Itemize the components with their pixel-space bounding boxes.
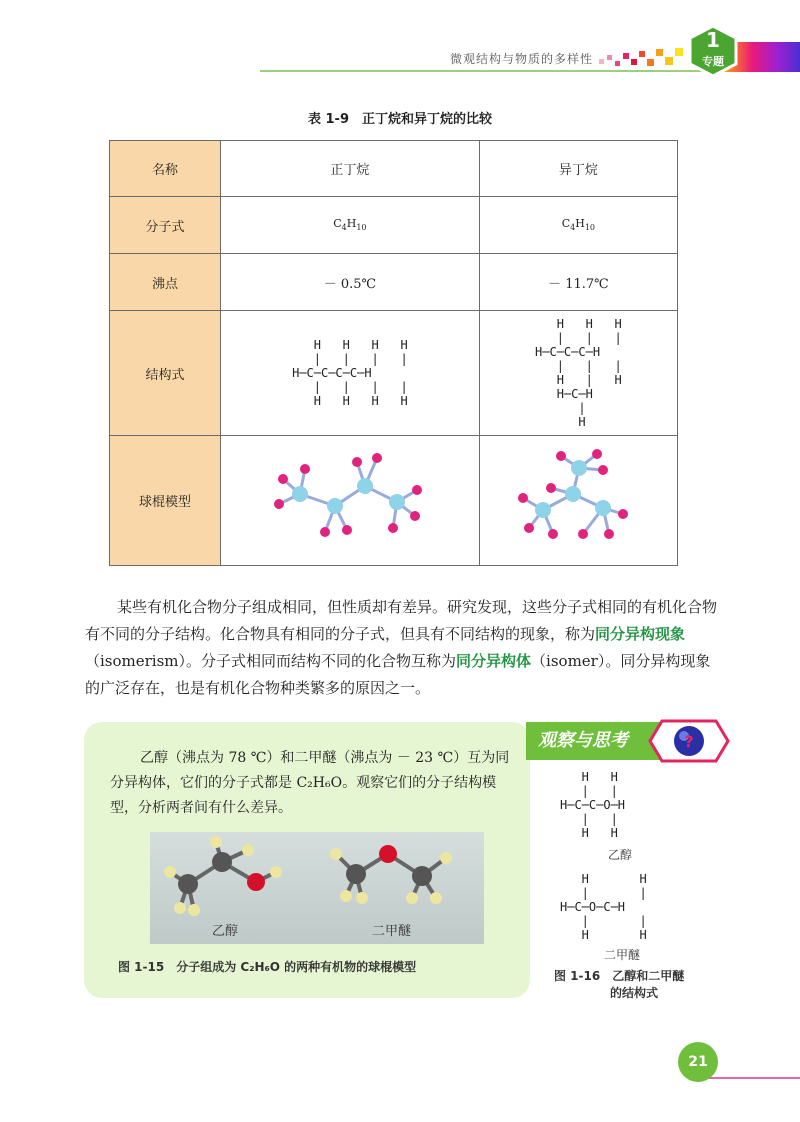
cell-isobutane-model: [479, 436, 677, 566]
observe-banner: 观察与思考: [526, 722, 676, 760]
term-isomerism: 同分异构现象: [595, 625, 686, 643]
row-label-model: 球棍模型: [110, 436, 221, 566]
figure-1-16-caption-line: 图 1-16 乙醇和二甲醚: [554, 969, 685, 983]
formula-sub: 4: [570, 223, 576, 233]
table-row: [110, 254, 678, 311]
paragraph-text: 某些有机化合物分子组成相同，但性质却有差异。研究发现，这些分子式相同的有机化合物有不同的分子结构。化合物具有相同的分子式，但具有不同结构的现象，称为: [85, 598, 718, 643]
ether-label: 二甲醚: [604, 948, 641, 962]
formula-c: C: [561, 217, 571, 231]
isobutane-ball-stick-model: [513, 444, 643, 554]
cell-isobutane-boiling: － 11.7℃: [479, 254, 677, 311]
header-title: 微观结构与物质的多样性: [450, 52, 594, 66]
row-label-structure: 结构式: [110, 311, 221, 436]
cell-n-butane-name: 正丁烷: [221, 141, 480, 197]
row-label-name: 名称: [110, 141, 221, 197]
cell-isobutane-formula: [479, 197, 677, 254]
cell-n-butane-boiling: － 0.5℃: [221, 254, 480, 311]
footer-rule: [700, 1077, 800, 1079]
term-isomer: 同分异构体: [456, 652, 532, 670]
table-row: [110, 197, 678, 254]
body-paragraph: [85, 594, 725, 702]
table-row: [110, 436, 678, 566]
row-label-boiling: 沸点: [110, 254, 221, 311]
observe-text: 乙醇（沸点为 78 ℃）和二甲醚（沸点为 － 23 ℃）互为同分异构体，它们的分子式都是 C₂H₆O。观察它们的分子结构模型，分析两者间有什么差异。: [110, 750, 510, 816]
badge-label: 专题: [702, 55, 724, 68]
cell-n-butane-formula: [221, 197, 480, 254]
photo-label-ether: 二甲醚: [372, 924, 412, 939]
formula-sub: 10: [356, 223, 367, 233]
molecule-photo: [150, 832, 484, 944]
comparison-table: [109, 140, 678, 566]
figure-1-16-caption-line: 的结构式: [610, 986, 659, 1000]
ethanol-ether-model-image: [150, 832, 484, 944]
formula-sub: 10: [584, 223, 596, 233]
figure-1-15-caption: 图 1-15 分子组成为 C₂H₆O 的两种有机物的球棍模型: [118, 960, 417, 974]
isobutane-structural-formula: H H H | | | H─C─C─C─H | | | H | H H─C─H | H: [535, 316, 622, 429]
page-number: 21: [678, 1042, 718, 1082]
cell-n-butane-structure: [221, 311, 480, 436]
header-dots-decoration: [595, 45, 685, 71]
formula-c: C: [333, 217, 342, 231]
figure-1-16-caption: [554, 968, 684, 1002]
badge-number: 1: [706, 28, 720, 52]
formula-h: H: [575, 217, 585, 231]
cell-n-butane-model: [221, 436, 480, 566]
svg-text:?: ?: [684, 732, 694, 751]
paragraph-text: （isomer）。同分异构现象的广泛存在，也是有机化合物种类繁多的原因之一。: [85, 652, 711, 697]
table-row: [110, 311, 678, 436]
ethanol-label: 乙醇: [608, 848, 633, 862]
dimethyl-ether-structural-formula: H H | | H─C─O─C─H | | H H: [560, 872, 647, 942]
table-row: [110, 141, 678, 197]
formula-sub: 4: [341, 223, 347, 233]
n-butane-ball-stick-model: [265, 444, 435, 554]
formula-h: H: [346, 217, 357, 231]
row-label-formula: 分子式: [110, 197, 221, 254]
question-icon: [648, 718, 730, 764]
photo-label-ethanol: 乙醇: [212, 924, 239, 939]
cell-isobutane-structure: [479, 311, 677, 436]
cell-isobutane-name: 异丁烷: [479, 141, 677, 197]
n-butane-structural-formula: H H H H | | | | H─C─C─C─C─H | | | | H H H H: [292, 337, 408, 408]
paragraph-text: （isomerism）。分子式相同而结构不同的化合物互称为: [85, 652, 457, 670]
ethanol-structural-formula: H H | | H─C─C─O─H | | H H: [560, 770, 626, 840]
table-caption: 表 1-9 正丁烷和异丁烷的比较: [307, 112, 492, 127]
